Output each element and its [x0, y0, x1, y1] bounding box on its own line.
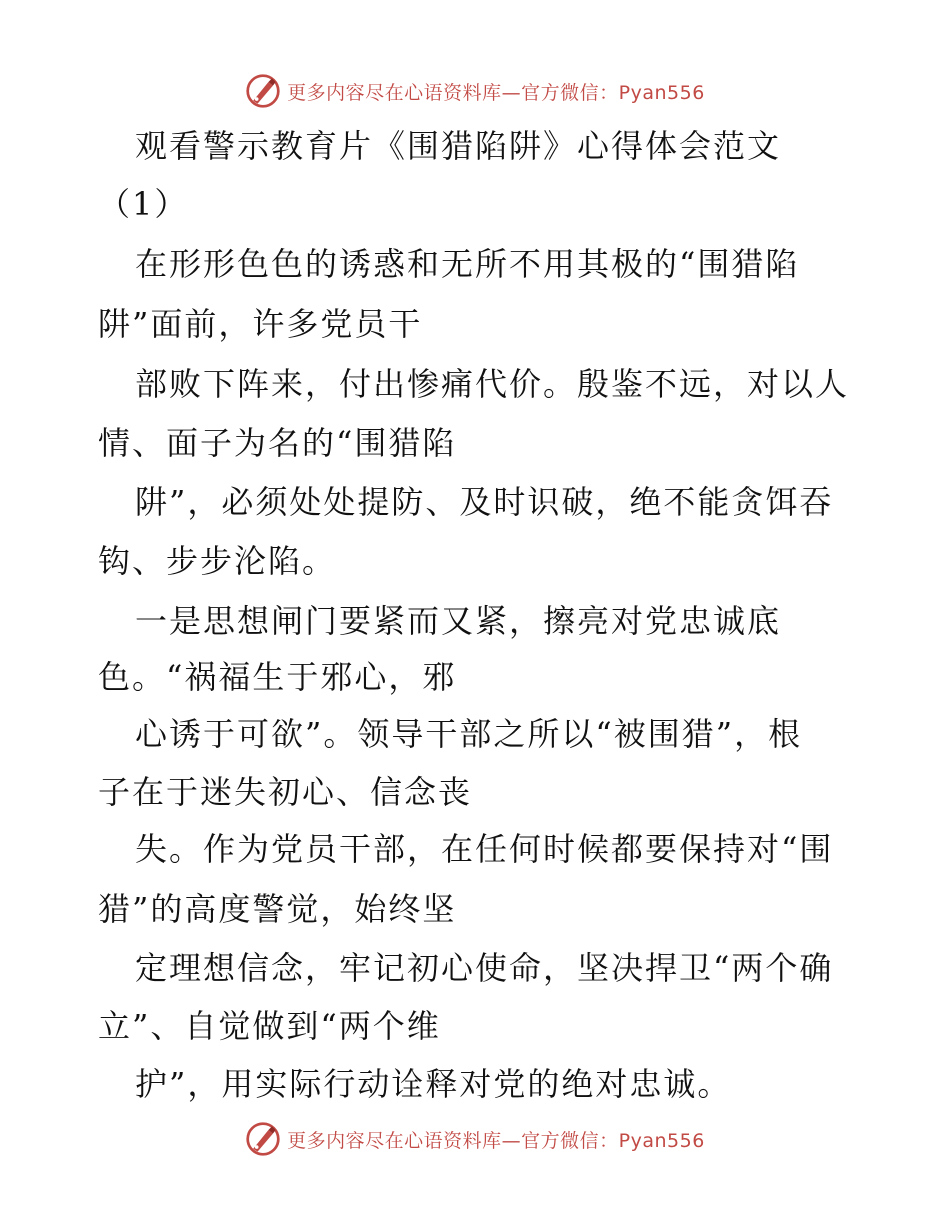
footer-banner-text: 更多内容尽在心语资料库—官方微信：Pyan556 [287, 1129, 705, 1152]
paragraph-line: 阱”面前，许多党员干 [98, 305, 423, 343]
paragraph-line: 一是思想闸门要紧而又紧，擦亮对党忠诚底 [135, 602, 782, 640]
paragraph-line: 阱”，必须处处提防、及时识破，绝不能贪饵吞 [135, 483, 834, 521]
paragraph-line: 子在于迷失初心、信念丧 [98, 773, 473, 811]
paragraph-line: 护”，用实际行动诠释对党的绝对忠诚。 [135, 1065, 732, 1103]
paragraph-line: 部败下阵来，付出惨痛代价。殷鉴不远，对以人 [135, 365, 850, 403]
paragraph-line: 心诱于可欲”。领导干部之所以“被围猎”，根 [135, 715, 803, 753]
paragraph-line: 猎”的高度警觉，始终坚 [98, 890, 457, 928]
document-title: 观看警示教育片《围猎陷阱》心得体会范文 [135, 127, 782, 165]
paragraph-line: 色。“祸福生于邪心，邪 [98, 658, 457, 696]
footer-banner [0, 1116, 950, 1162]
document-title-number: （1） [98, 185, 189, 223]
paragraph-line: 钩、步步沦陷。 [98, 542, 337, 580]
paragraph-line: 失。作为党员干部，在任何时候都要保持对“围 [135, 830, 834, 868]
header-banner-text: 更多内容尽在心语资料库—官方微信：Pyan556 [287, 81, 705, 104]
paragraph-line: 情、面子为名的“围猎陷 [98, 424, 457, 462]
paragraph-line: 立”、自觉做到“两个维 [98, 1007, 441, 1045]
paragraph-line: 定理想信念，牢记初心使命，坚决捍卫“两个确 [135, 949, 834, 987]
pen-logo-icon [245, 1121, 281, 1157]
paragraph-line: 在形形色色的诱惑和无所不用其极的“围猎陷 [135, 245, 800, 283]
